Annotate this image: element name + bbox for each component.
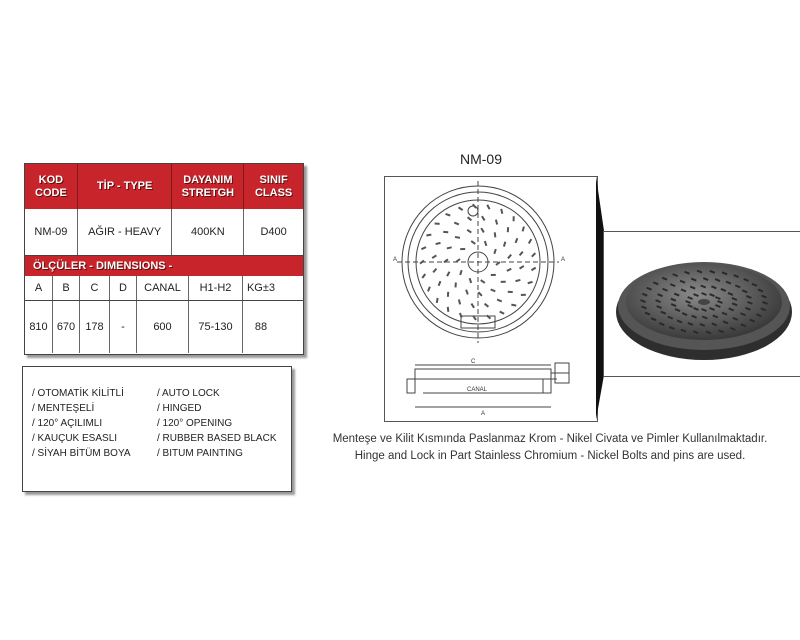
dim-value-d: - — [110, 301, 137, 353]
tread-mark — [436, 243, 441, 244]
value-code: NM-09 — [25, 209, 78, 255]
technical-drawing — [384, 176, 598, 422]
tread-mark — [487, 205, 489, 209]
dim-header-c: C — [80, 276, 110, 300]
features-box — [22, 366, 292, 492]
construction-note — [300, 431, 800, 465]
tread-mark — [459, 300, 460, 305]
tread-mark — [422, 274, 425, 278]
feature-en-1: / AUTO LOCK — [157, 388, 220, 399]
feature-en-4: / RUBBER BASED BLACK — [157, 433, 277, 444]
tread-mark — [494, 249, 495, 254]
tread-mark — [456, 259, 460, 262]
feature-tr-5: / SİYAH BİTÜM BOYA — [32, 448, 131, 459]
dim-header-h1h2: H1-H2 — [189, 276, 243, 300]
dim-header-kg: KG±3 — [246, 282, 276, 294]
tread-mark — [496, 220, 497, 225]
tread-mark — [481, 228, 484, 232]
spec-header-row — [25, 164, 303, 209]
tread-mark — [448, 307, 449, 312]
tread-mark — [467, 230, 471, 233]
header-strength: DAYANIM STRETGH — [172, 164, 244, 209]
tread-mark — [491, 289, 496, 291]
dim-header-canal: CANAL — [137, 276, 189, 300]
feature-tr-2: / MENTEŞELİ — [32, 403, 95, 414]
tread-mark — [459, 207, 463, 210]
tread-mark — [520, 252, 523, 256]
tread-mark — [432, 255, 436, 258]
dim-header-d: D — [110, 276, 137, 300]
feature-tr-4: / KAUÇUK ESASLI — [32, 433, 118, 444]
tread-mark — [447, 272, 449, 276]
features-english — [157, 386, 276, 461]
tread-mark — [507, 269, 512, 271]
value-strength: 400KN — [172, 209, 244, 255]
note-english: Hinge and Lock in Part Stainless Chromium - Nickel Bolts and pins are used. — [354, 450, 746, 462]
tread-mark — [439, 281, 441, 286]
header-code: KOD CODE — [25, 164, 78, 209]
tread-mark — [520, 266, 524, 269]
label-c: C — [471, 359, 476, 365]
feature-tr-1: / OTOMATİK KİLİTLİ — [32, 388, 124, 399]
label-a: A — [481, 411, 486, 417]
tread-mark — [497, 300, 502, 302]
tread-mark — [482, 216, 485, 220]
tread-mark — [485, 304, 489, 307]
model-title: NM-09 — [460, 151, 503, 167]
tread-mark — [428, 287, 430, 292]
dim-value-c: 178 — [80, 301, 110, 353]
feature-en-2: / HINGED — [157, 403, 202, 414]
product-photo — [603, 231, 800, 377]
dimension-header-row — [25, 276, 303, 301]
tread-mark — [532, 253, 535, 257]
label-canal: CANAL — [467, 387, 488, 393]
tread-mark — [516, 238, 518, 243]
dim-value-b: 670 — [53, 301, 80, 353]
tread-mark — [468, 217, 472, 220]
tread-mark — [455, 237, 460, 238]
tread-mark — [501, 209, 502, 214]
dim-value-h1h2: 75-130 — [189, 301, 243, 353]
tread-mark — [460, 313, 462, 318]
features-turkish — [32, 386, 131, 461]
tread-mark — [420, 261, 424, 264]
tread-mark — [447, 247, 452, 248]
dim-value-canal: 600 — [137, 301, 189, 353]
feature-en-3: / 120° OPENING — [157, 418, 233, 429]
tread-mark — [481, 280, 485, 283]
spec-value-row — [25, 209, 303, 256]
tread-mark — [421, 247, 426, 249]
feature-tr-3: / 120° AÇILIMLI — [32, 418, 103, 429]
dimensions-title: ÖLÇÜLER - DIMENSIONS - — [25, 256, 303, 276]
dim-header-b: B — [53, 276, 80, 300]
manhole-cover-photo — [604, 232, 800, 376]
dim-header-a: A — [25, 276, 53, 300]
dim-value-a: 810 — [25, 301, 53, 353]
tread-mark — [426, 235, 431, 236]
tread-mark — [471, 304, 474, 308]
tread-mark — [516, 280, 521, 281]
tread-mark — [473, 204, 476, 208]
tread-mark — [528, 282, 533, 283]
value-class: D400 — [260, 226, 287, 238]
tread-mark — [485, 241, 487, 246]
note-turkish: Menteşe ve Kilit Kısmında Paslanmaz Krom - Nikel Civata ve Pimler Kullanılmaktadır. — [332, 433, 768, 445]
dimension-value-row — [25, 301, 303, 353]
tread-mark — [466, 290, 468, 295]
tread-mark — [508, 255, 511, 259]
value-type: AĞIR - HEAVY — [78, 209, 173, 255]
dim-value-kg: 88 — [254, 321, 268, 333]
tread-mark — [471, 241, 475, 244]
spec-table — [24, 163, 304, 355]
tread-mark — [454, 223, 459, 225]
tread-mark — [523, 227, 524, 232]
tread-mark — [500, 312, 504, 314]
label-left: A — [393, 257, 398, 263]
feature-en-5: / BITUM PAINTING — [157, 448, 243, 459]
tread-mark — [460, 270, 461, 275]
tread-mark — [531, 268, 535, 271]
tread-mark — [437, 298, 438, 303]
tread-mark — [504, 242, 505, 247]
header-class: SINIF CLASS — [254, 173, 293, 199]
tread-mark — [446, 214, 451, 216]
manhole-drawing — [385, 177, 597, 421]
header-type: TİP - TYPE — [78, 164, 173, 209]
tread-mark — [495, 232, 496, 237]
label-right: A — [561, 257, 566, 263]
tread-mark — [529, 239, 531, 243]
tread-mark — [470, 278, 472, 283]
tread-mark — [478, 292, 481, 296]
tread-mark — [433, 269, 436, 273]
tread-mark — [511, 305, 516, 306]
